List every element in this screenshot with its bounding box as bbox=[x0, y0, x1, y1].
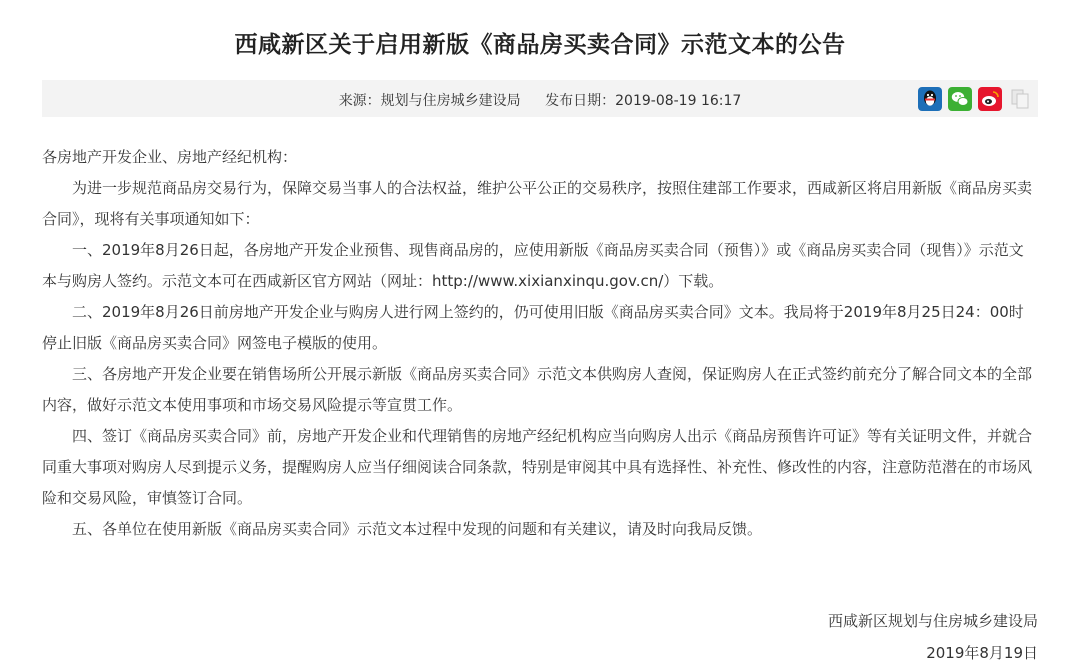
signature-org: 西咸新区规划与住房城乡建设局 bbox=[827, 612, 1038, 630]
signature-date: 2019年8月19日 bbox=[926, 644, 1038, 662]
article-body bbox=[42, 142, 1038, 545]
article-meta bbox=[42, 90, 1038, 110]
page-title: 西咸新区关于启用新版《商品房买卖合同》示范文本的公告 bbox=[234, 32, 846, 58]
weibo-icon[interactable] bbox=[978, 87, 1002, 111]
intro-paragraph: 为进一步规范商品房交易行为，保障交易当事人的合法权益，维护公平公正的交易秩序，按照住建部工作要求，西咸新区将启用新版《商品房买卖合同》，现将有关事项通知如下： bbox=[42, 179, 1033, 228]
share-bar bbox=[918, 87, 1032, 111]
item-three-paragraph: 三、各房地产开发企业要在销售场所公开展示新版《商品房买卖合同》示范文本供购房人查阅，保证购房人在正式签约前充分了解合同文本的全部内容，做好示范文本使用事项和市场交易风险提示等宣贯工作。 bbox=[42, 365, 1033, 414]
item-two-paragraph: 二、2019年8月26日前房地产开发企业与购房人进行网上签约的，仍可使用旧版《商品房买卖合同》文本。我局将于2019年8月25日24：00时停止旧版《商品房买卖合同》网签电子模版的使用。 bbox=[42, 303, 1024, 352]
publish-date: 发布日期：2019-08-19 16:17 bbox=[545, 93, 742, 109]
article-meta-bar bbox=[42, 80, 1038, 117]
copy-icon[interactable] bbox=[1008, 87, 1032, 111]
wechat-icon[interactable] bbox=[948, 87, 972, 111]
item-one-paragraph: 一、2019年8月26日起，各房地产开发企业预售、现售商品房的，应使用新版《商品房买卖合同（预售）》或《商品房买卖合同（现售）》示范文本与购房人签约。示范文本可在西咸新区官方网站（网址：http://www.xixianxinqu.gov.cn/）下载。 bbox=[42, 241, 1024, 290]
item-four-paragraph: 四、签订《商品房买卖合同》前，房地产开发企业和代理销售的房地产经纪机构应当向购房人出示《商品房预售许可证》等有关证明文件，并就合同重大事项对购房人尽到提示义务，提醒购房人应当仔细阅读合同条款，特别是审阅其中具有选择性、补充性、修改性的内容，注意防范潜在的市场风险和交易风险，审慎签订合同。 bbox=[42, 427, 1033, 507]
salutation: 各房地产开发企业、房地产经纪机构： bbox=[42, 148, 298, 166]
source-label: 来源：规划与住房城乡建设局 bbox=[338, 93, 521, 109]
qq-icon[interactable] bbox=[918, 87, 942, 111]
item-five-paragraph: 五、各单位在使用新版《商品房买卖合同》示范文本过程中发现的问题和有关建议，请及时向我局反馈。 bbox=[72, 520, 763, 538]
